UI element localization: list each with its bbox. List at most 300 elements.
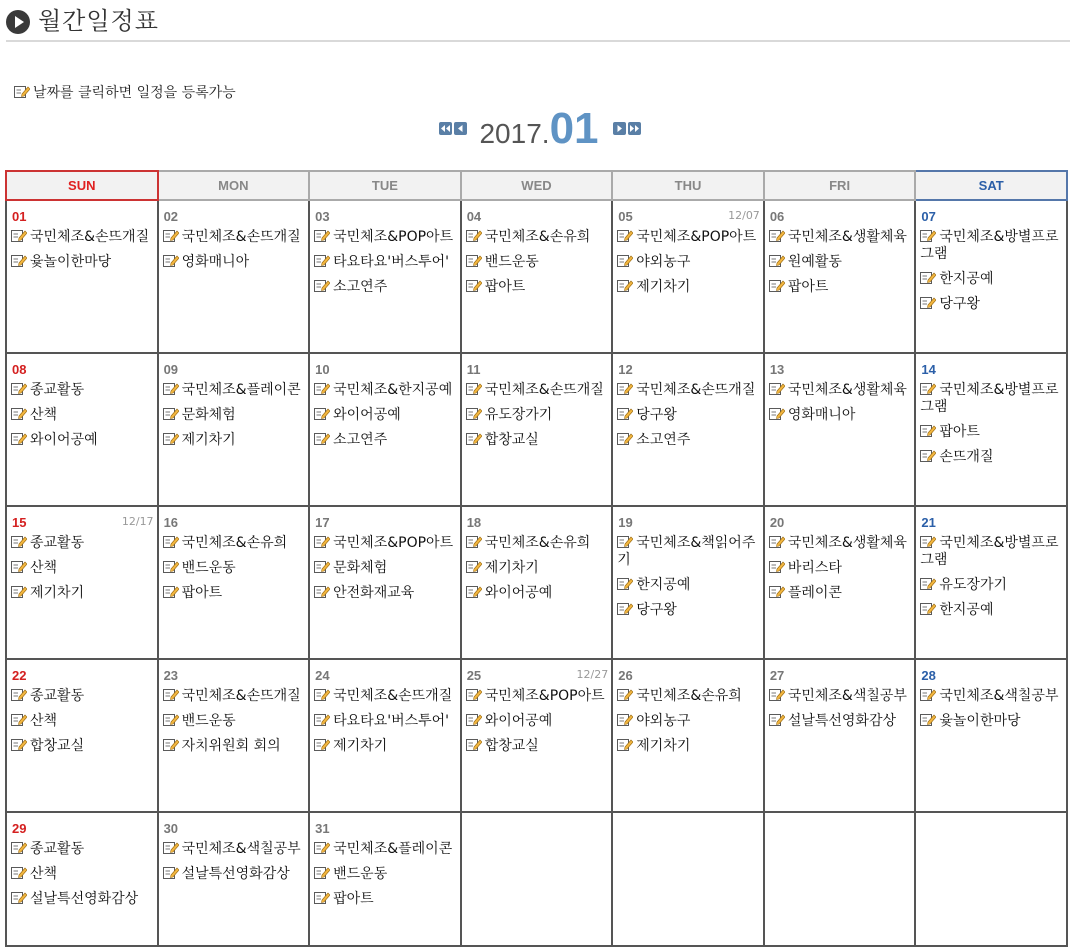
schedule-label: 국민체조&손뜨개질 xyxy=(333,688,453,704)
schedule-item[interactable] xyxy=(769,713,915,730)
week-row xyxy=(6,353,1067,506)
day-cell[interactable] xyxy=(309,506,461,659)
day-number[interactable]: 26 xyxy=(618,668,633,683)
memo-pencil-icon xyxy=(11,866,27,879)
schedule-label: 영화매니아 xyxy=(181,254,250,270)
empty-day-cell xyxy=(915,812,1067,946)
memo-pencil-icon xyxy=(466,407,482,420)
schedule-item[interactable] xyxy=(617,602,763,619)
schedule-item[interactable] xyxy=(617,535,763,569)
schedule-label: 당구왕 xyxy=(939,296,980,312)
schedule-item[interactable] xyxy=(466,560,612,577)
day-number[interactable]: 21 xyxy=(921,515,936,530)
memo-pencil-icon xyxy=(314,738,330,751)
day-cell[interactable] xyxy=(6,506,158,659)
weekday-header-row xyxy=(6,171,1067,200)
schedule-label: 밴드운동 xyxy=(484,254,539,270)
schedule-item[interactable] xyxy=(466,407,612,424)
memo-pencil-icon xyxy=(466,713,482,726)
schedule-label: 제기차기 xyxy=(636,738,691,754)
day-number[interactable]: 13 xyxy=(769,362,785,377)
schedule-item[interactable] xyxy=(11,432,157,449)
schedule-item[interactable] xyxy=(466,279,612,296)
day-number[interactable]: 24 xyxy=(315,668,330,683)
schedule-item[interactable] xyxy=(920,296,1066,313)
memo-pencil-icon xyxy=(617,279,633,292)
schedule-label: 제기차기 xyxy=(484,560,539,576)
schedule-label: 국민체조&방별프로그램 xyxy=(920,382,1059,415)
day-number[interactable]: 08 xyxy=(12,362,27,377)
schedule-label: 유도장가기 xyxy=(939,577,1007,593)
schedule-item[interactable] xyxy=(617,688,763,705)
day-cell[interactable] xyxy=(6,200,158,353)
schedule-item[interactable] xyxy=(163,585,309,602)
memo-pencil-icon xyxy=(466,254,482,267)
day-cell[interactable] xyxy=(612,353,764,506)
schedule-item[interactable] xyxy=(314,254,460,271)
weekday-sun: SUN xyxy=(6,171,158,200)
schedule-label: 국민체조&색칠공부 xyxy=(181,841,301,857)
schedule-label: 밴드운동 xyxy=(333,866,388,882)
schedule-label: 소고연주 xyxy=(636,432,691,448)
schedule-item[interactable] xyxy=(314,866,460,883)
memo-pencil-icon xyxy=(920,602,936,615)
schedule-item[interactable] xyxy=(163,688,309,705)
memo-pencil-icon xyxy=(163,841,179,854)
schedule-label: 국민체조&책읽어주기 xyxy=(617,535,756,568)
schedule-item[interactable] xyxy=(466,688,612,705)
memo-pencil-icon xyxy=(466,738,482,751)
current-year: 2017. xyxy=(479,118,550,149)
schedule-label: 국민체조&플레이콘 xyxy=(333,841,453,857)
schedule-item[interactable] xyxy=(163,254,309,271)
schedule-label: 한지공예 xyxy=(939,271,994,287)
lunar-date: 12/17 xyxy=(121,515,154,528)
schedule-item[interactable] xyxy=(920,688,1066,705)
memo-pencil-icon xyxy=(314,432,330,445)
day-number[interactable]: 27 xyxy=(769,668,785,683)
schedule-item[interactable] xyxy=(314,560,460,577)
schedule-label: 국민체조&POP아트 xyxy=(333,535,454,551)
day-number[interactable]: 28 xyxy=(921,668,936,683)
day-number[interactable]: 04 xyxy=(466,209,482,224)
day-cell[interactable] xyxy=(612,659,764,812)
day-number[interactable]: 10 xyxy=(315,362,330,377)
memo-pencil-icon xyxy=(617,229,633,242)
schedule-item[interactable] xyxy=(920,713,1066,730)
next-year-icon[interactable] xyxy=(628,122,641,135)
week-row xyxy=(6,812,1067,946)
day-number[interactable]: 14 xyxy=(921,362,936,377)
memo-pencil-icon xyxy=(314,891,330,904)
schedule-item[interactable] xyxy=(11,382,157,399)
schedule-item[interactable] xyxy=(769,688,915,705)
memo-pencil-icon xyxy=(920,449,936,462)
memo-pencil-icon xyxy=(163,713,179,726)
schedule-item[interactable] xyxy=(163,560,309,577)
schedule-item[interactable] xyxy=(314,891,460,908)
memo-pencil-icon xyxy=(920,688,936,701)
schedule-label: 종교활동 xyxy=(30,535,85,551)
day-cell[interactable] xyxy=(764,200,916,353)
day-cell[interactable] xyxy=(6,812,158,946)
day-cell[interactable] xyxy=(158,812,310,946)
schedule-label: 윷놀이한마당 xyxy=(30,254,112,270)
day-cell[interactable] xyxy=(915,506,1067,659)
month-navigator xyxy=(0,104,1080,160)
memo-pencil-icon xyxy=(920,229,936,242)
day-number[interactable]: 09 xyxy=(163,362,179,377)
memo-pencil-icon xyxy=(11,688,27,701)
memo-pencil-icon xyxy=(11,254,27,267)
schedule-item[interactable] xyxy=(11,866,157,883)
day-cell[interactable] xyxy=(612,200,764,353)
weekday-wed: WED xyxy=(461,171,613,200)
schedule-item[interactable] xyxy=(11,688,157,705)
day-cell[interactable] xyxy=(6,659,158,812)
schedule-item[interactable] xyxy=(163,841,309,858)
schedule-label: 당구왕 xyxy=(636,602,677,618)
schedule-label: 국민체조&POP아트 xyxy=(333,229,454,245)
schedule-item[interactable] xyxy=(617,229,763,246)
schedule-item[interactable] xyxy=(314,407,460,424)
memo-pencil-icon xyxy=(163,432,179,445)
schedule-label: 산책 xyxy=(30,560,58,576)
schedule-item[interactable] xyxy=(617,577,763,594)
schedule-label: 국민체조&손유희 xyxy=(484,535,591,551)
schedule-label: 한지공예 xyxy=(636,577,691,593)
day-number[interactable]: 06 xyxy=(769,209,785,224)
memo-pencil-icon xyxy=(769,535,785,548)
week-row xyxy=(6,200,1067,353)
schedule-label: 와이어공예 xyxy=(333,407,401,423)
schedule-item[interactable] xyxy=(466,254,612,271)
day-cell[interactable] xyxy=(764,659,916,812)
day-number[interactable]: 05 xyxy=(618,209,633,224)
memo-pencil-icon xyxy=(314,254,330,267)
schedule-label: 안전화재교육 xyxy=(333,585,415,601)
day-number[interactable]: 30 xyxy=(163,821,179,836)
schedule-item[interactable] xyxy=(920,229,1066,263)
memo-pencil-icon xyxy=(314,407,330,420)
schedule-item[interactable] xyxy=(920,535,1066,569)
schedule-label: 합창교실 xyxy=(30,738,85,754)
schedule-item[interactable] xyxy=(11,841,157,858)
memo-pencil-icon xyxy=(920,382,936,395)
day-number[interactable]: 20 xyxy=(769,515,785,530)
schedule-item[interactable] xyxy=(920,449,1066,466)
memo-pencil-icon xyxy=(769,688,785,701)
day-number[interactable]: 19 xyxy=(618,515,633,530)
schedule-label: 팝아트 xyxy=(787,279,829,295)
memo-pencil-icon xyxy=(466,279,482,292)
memo-pencil-icon xyxy=(466,432,482,445)
schedule-label: 국민체조&한지공예 xyxy=(333,382,453,398)
schedule-item[interactable] xyxy=(617,407,763,424)
empty-day-cell xyxy=(461,812,613,946)
schedule-label: 제기차기 xyxy=(333,738,388,754)
schedule-label: 와이어공예 xyxy=(30,432,98,448)
day-cell[interactable] xyxy=(915,200,1067,353)
day-number[interactable]: 17 xyxy=(315,515,330,530)
day-number[interactable]: 12 xyxy=(618,362,633,377)
memo-pencil-icon xyxy=(163,229,179,242)
schedule-label: 와이어공예 xyxy=(484,585,553,601)
schedule-item[interactable] xyxy=(466,382,612,399)
memo-pencil-icon xyxy=(11,891,27,904)
schedule-label: 국민체조&생활체육 xyxy=(787,229,907,245)
day-number[interactable]: 25 xyxy=(466,668,482,683)
day-number[interactable]: 23 xyxy=(163,668,179,683)
memo-pencil-icon xyxy=(314,841,330,854)
schedule-item[interactable] xyxy=(769,407,915,424)
schedule-item[interactable] xyxy=(314,432,460,449)
memo-pencil-icon xyxy=(314,535,330,548)
memo-pencil-icon xyxy=(466,535,482,548)
schedule-item[interactable] xyxy=(11,585,157,602)
schedule-label: 손뜨개질 xyxy=(939,449,994,465)
day-cell[interactable] xyxy=(764,353,916,506)
schedule-label: 자치위원회 회의 xyxy=(181,738,281,754)
schedule-label: 팝아트 xyxy=(181,585,223,601)
schedule-label: 팝아트 xyxy=(939,424,980,440)
schedule-label: 국민체조&색칠공부 xyxy=(787,688,907,704)
schedule-label: 국민체조&손뜨개질 xyxy=(181,688,301,704)
memo-pencil-icon xyxy=(617,382,633,395)
schedule-item[interactable] xyxy=(920,424,1066,441)
memo-pencil-icon xyxy=(314,382,330,395)
memo-pencil-icon xyxy=(314,229,330,242)
day-number[interactable]: 18 xyxy=(466,515,482,530)
schedule-label: 국민체조&손뜨개질 xyxy=(484,382,604,398)
schedule-item[interactable] xyxy=(163,229,309,246)
memo-pencil-icon xyxy=(466,229,482,242)
schedule-label: 국민체조&생활체육 xyxy=(787,535,907,551)
day-cell[interactable] xyxy=(158,506,310,659)
day-number[interactable]: 15 xyxy=(12,515,27,530)
day-number[interactable]: 16 xyxy=(163,515,179,530)
schedule-item[interactable] xyxy=(11,254,157,271)
memo-pencil-icon xyxy=(617,407,633,420)
memo-pencil-icon xyxy=(314,560,330,573)
prev-month-icon[interactable] xyxy=(454,122,467,135)
schedule-item[interactable] xyxy=(314,382,460,399)
notice-label: 날짜를 클릭하면 일정을 등록가능 xyxy=(33,85,236,101)
day-number[interactable]: 11 xyxy=(466,362,481,377)
schedule-label: 제기차기 xyxy=(30,585,85,601)
schedule-item[interactable] xyxy=(617,382,763,399)
day-number[interactable]: 31 xyxy=(315,821,330,836)
memo-pencil-icon xyxy=(11,407,27,420)
memo-pencil-icon xyxy=(314,585,330,598)
prev-year-icon[interactable] xyxy=(439,122,452,135)
memo-pencil-icon xyxy=(617,535,633,548)
schedule-item[interactable] xyxy=(163,738,309,755)
memo-pencil-icon xyxy=(163,382,179,395)
memo-pencil-icon xyxy=(14,85,30,98)
memo-pencil-icon xyxy=(617,577,633,590)
memo-pencil-icon xyxy=(617,254,633,267)
schedule-item[interactable] xyxy=(466,229,612,246)
day-cell[interactable] xyxy=(915,659,1067,812)
memo-pencil-icon xyxy=(769,585,785,598)
schedule-item[interactable] xyxy=(314,713,460,730)
memo-pencil-icon xyxy=(314,713,330,726)
memo-pencil-icon xyxy=(11,432,27,445)
day-cell[interactable] xyxy=(158,659,310,812)
current-month: 01 xyxy=(549,104,599,153)
empty-day-cell xyxy=(764,812,916,946)
day-cell[interactable] xyxy=(915,353,1067,506)
day-number[interactable]: 01 xyxy=(12,209,27,224)
schedule-label: 국민체조&생활체육 xyxy=(787,382,907,398)
day-cell[interactable] xyxy=(309,353,461,506)
schedule-item[interactable] xyxy=(769,382,915,399)
schedule-item[interactable] xyxy=(314,535,460,552)
schedule-label: 설날특선영화감상 xyxy=(787,713,897,729)
next-month-icon[interactable] xyxy=(613,122,626,135)
day-number[interactable]: 29 xyxy=(12,821,27,836)
day-cell[interactable] xyxy=(764,506,916,659)
day-number[interactable]: 03 xyxy=(315,209,330,224)
day-cell[interactable] xyxy=(461,506,613,659)
memo-pencil-icon xyxy=(769,713,785,726)
weekday-mon: MON xyxy=(158,171,310,200)
schedule-item[interactable] xyxy=(163,407,309,424)
schedule-label: 국민체조&POP아트 xyxy=(636,229,757,245)
day-cell[interactable] xyxy=(6,353,158,506)
day-cell[interactable] xyxy=(461,200,613,353)
schedule-item[interactable] xyxy=(769,535,915,552)
schedule-item[interactable] xyxy=(617,279,763,296)
schedule-label: 국민체조&색칠공부 xyxy=(939,688,1059,704)
memo-pencil-icon xyxy=(920,577,936,590)
schedule-item[interactable] xyxy=(314,688,460,705)
schedule-label: 국민체조&손유희 xyxy=(181,535,288,551)
day-cell[interactable] xyxy=(309,659,461,812)
memo-pencil-icon xyxy=(11,713,27,726)
schedule-item[interactable] xyxy=(617,254,763,271)
memo-pencil-icon xyxy=(466,560,482,573)
day-cell[interactable] xyxy=(612,506,764,659)
schedule-item[interactable] xyxy=(466,535,612,552)
day-cell[interactable] xyxy=(461,659,613,812)
schedule-item[interactable] xyxy=(163,866,309,883)
schedule-label: 유도장가기 xyxy=(484,407,553,423)
memo-pencil-icon xyxy=(11,585,27,598)
schedule-item[interactable] xyxy=(11,891,157,908)
schedule-item[interactable] xyxy=(769,229,915,246)
schedule-item[interactable] xyxy=(314,585,460,602)
memo-pencil-icon xyxy=(163,254,179,267)
schedule-item[interactable] xyxy=(466,432,612,449)
lunar-date: 12/07 xyxy=(728,209,760,222)
schedule-label: 산책 xyxy=(30,407,58,423)
schedule-item[interactable] xyxy=(769,585,915,602)
weekday-thu: THU xyxy=(612,171,764,200)
day-cell[interactable] xyxy=(461,353,613,506)
schedule-item[interactable] xyxy=(617,713,763,730)
schedule-item[interactable] xyxy=(11,535,157,552)
memo-pencil-icon xyxy=(11,229,27,242)
memo-pencil-icon xyxy=(314,866,330,879)
schedule-item[interactable] xyxy=(920,271,1066,288)
day-number[interactable]: 02 xyxy=(163,209,179,224)
schedule-label: 국민체조&방별프로그램 xyxy=(920,229,1059,262)
schedule-label: 설날특선영화감상 xyxy=(181,866,290,882)
memo-pencil-icon xyxy=(163,407,179,420)
schedule-item[interactable] xyxy=(11,229,157,246)
schedule-label: 밴드운동 xyxy=(181,713,236,729)
schedule-item[interactable] xyxy=(617,738,763,755)
schedule-label: 합창교실 xyxy=(484,432,539,448)
memo-pencil-icon xyxy=(617,432,633,445)
memo-pencil-icon xyxy=(466,688,482,701)
schedule-item[interactable] xyxy=(314,279,460,296)
schedule-item[interactable] xyxy=(314,229,460,246)
day-number[interactable]: 22 xyxy=(12,668,27,683)
day-cell[interactable] xyxy=(309,812,461,946)
memo-pencil-icon xyxy=(466,382,482,395)
schedule-label: 팝아트 xyxy=(484,279,526,295)
schedule-item[interactable] xyxy=(163,713,309,730)
memo-pencil-icon xyxy=(617,688,633,701)
schedule-item[interactable] xyxy=(466,738,612,755)
day-cell[interactable] xyxy=(158,200,310,353)
schedule-item[interactable] xyxy=(163,382,309,399)
schedule-item[interactable] xyxy=(769,279,915,296)
memo-pencil-icon xyxy=(11,841,27,854)
schedule-item[interactable] xyxy=(769,254,915,271)
schedule-item[interactable] xyxy=(314,841,460,858)
schedule-item[interactable] xyxy=(920,382,1066,416)
schedule-item[interactable] xyxy=(11,713,157,730)
schedule-item[interactable] xyxy=(466,713,612,730)
schedule-label: 야외농구 xyxy=(636,713,691,729)
schedule-item[interactable] xyxy=(466,585,612,602)
schedule-label: 설날특선영화감상 xyxy=(30,891,139,907)
schedule-label: 팝아트 xyxy=(333,891,374,907)
schedule-item[interactable] xyxy=(769,560,915,577)
day-number[interactable]: 07 xyxy=(921,209,936,224)
schedule-item[interactable] xyxy=(920,577,1066,594)
schedule-item[interactable] xyxy=(11,560,157,577)
day-cell[interactable] xyxy=(309,200,461,353)
memo-pencil-icon xyxy=(163,585,179,598)
schedule-label: 종교활동 xyxy=(30,841,85,857)
schedule-label: 국민체조&손유희 xyxy=(636,688,742,704)
week-row xyxy=(6,659,1067,812)
day-cell[interactable] xyxy=(158,353,310,506)
schedule-item[interactable] xyxy=(920,602,1066,619)
schedule-item[interactable] xyxy=(163,432,309,449)
memo-pencil-icon xyxy=(617,602,633,615)
schedule-label: 국민체조&손유희 xyxy=(484,229,591,245)
schedule-item[interactable] xyxy=(11,738,157,755)
schedule-item[interactable] xyxy=(314,738,460,755)
weekday-tue: TUE xyxy=(309,171,461,200)
memo-pencil-icon xyxy=(163,738,179,751)
schedule-item[interactable] xyxy=(617,432,763,449)
schedule-item[interactable] xyxy=(11,407,157,424)
memo-pencil-icon xyxy=(920,535,936,548)
schedule-item[interactable] xyxy=(163,535,309,552)
memo-pencil-icon xyxy=(920,296,936,309)
memo-pencil-icon xyxy=(466,585,482,598)
memo-pencil-icon xyxy=(769,382,785,395)
schedule-label: 당구왕 xyxy=(636,407,677,423)
schedule-label: 타요타요'버스투어' xyxy=(333,713,450,729)
